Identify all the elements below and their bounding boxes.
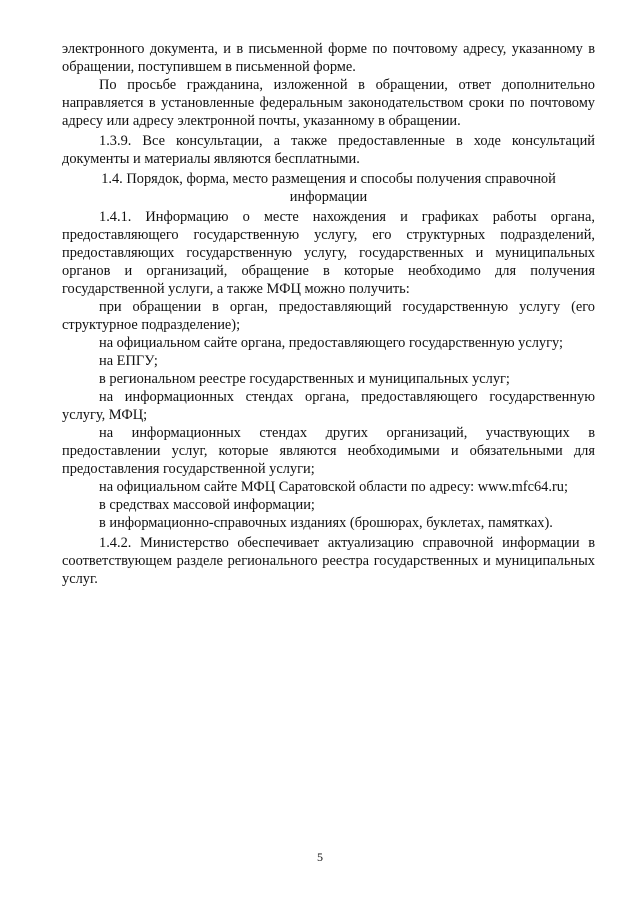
list-item-info-stands: на информационных стендах органа, предоставляющего государственную услугу, МФЦ; <box>62 389 595 423</box>
paragraph-continuation: электронного документа, и в письменной форме по почтовому адресу, указанному в обращении, поступившем в письменной форме. <box>62 41 595 75</box>
list-item-in-person: при обращении в орган, предоставляющий государственную услугу (его структурное подразделение); <box>62 299 595 333</box>
paragraph-request-reply: По просьбе гражданина, изложенной в обращении, ответ дополнительно направляется в установленные федеральным законодательством сроки по почтовому адресу или адресу электронной почты, указанному в обращении. <box>62 77 595 129</box>
list-item-mass-media: в средствах массовой информации; <box>99 497 315 513</box>
document-page <box>62 40 595 588</box>
list-item-mfc-site: на официальном сайте МФЦ Саратовской области по адресу: www.mfc64.ru; <box>99 479 568 495</box>
page-number: 5 <box>317 850 323 864</box>
list-item-official-site: на официальном сайте органа, предоставляющего государственную услугу; <box>99 335 564 351</box>
paragraph-1-3-9: 1.3.9. Все консультации, а также предоставленные в ходе консультаций документы и материалы являются бесплатными. <box>62 133 595 167</box>
list-item-info-publications: в информационно-справочных изданиях (брошюрах, буклетах, памятках). <box>99 515 553 531</box>
list-item-other-org-stands: на информационных стендах других организаций, участвующих в предоставлении услуг, которые являются необходимыми и обязательными для предоставления государственной услуги; <box>62 425 595 477</box>
list-item-regional-registry: в региональном реестре государственных и муниципальных услуг; <box>99 371 510 387</box>
paragraph-1-4-2: 1.4.2. Министерство обеспечивает актуализацию справочной информации в соответствующем разделе регионального реестра государственных и муниципальных услуг. <box>62 535 595 587</box>
section-heading-1-4: 1.4. Порядок, форма, место размещения и способы получения справочной информации <box>101 171 556 205</box>
list-item-epgu: на ЕПГУ; <box>99 353 158 369</box>
paragraph-1-4-1: 1.4.1. Информацию о месте нахождения и графиках работы органа, предоставляющего государственную услугу, его структурных подразделений, предоставляющих государственную услугу, государственных и муниципальных органов и организаций, обращение в которые необходимо для получения государственной услуги, а также МФЦ можно получить: <box>62 209 595 297</box>
